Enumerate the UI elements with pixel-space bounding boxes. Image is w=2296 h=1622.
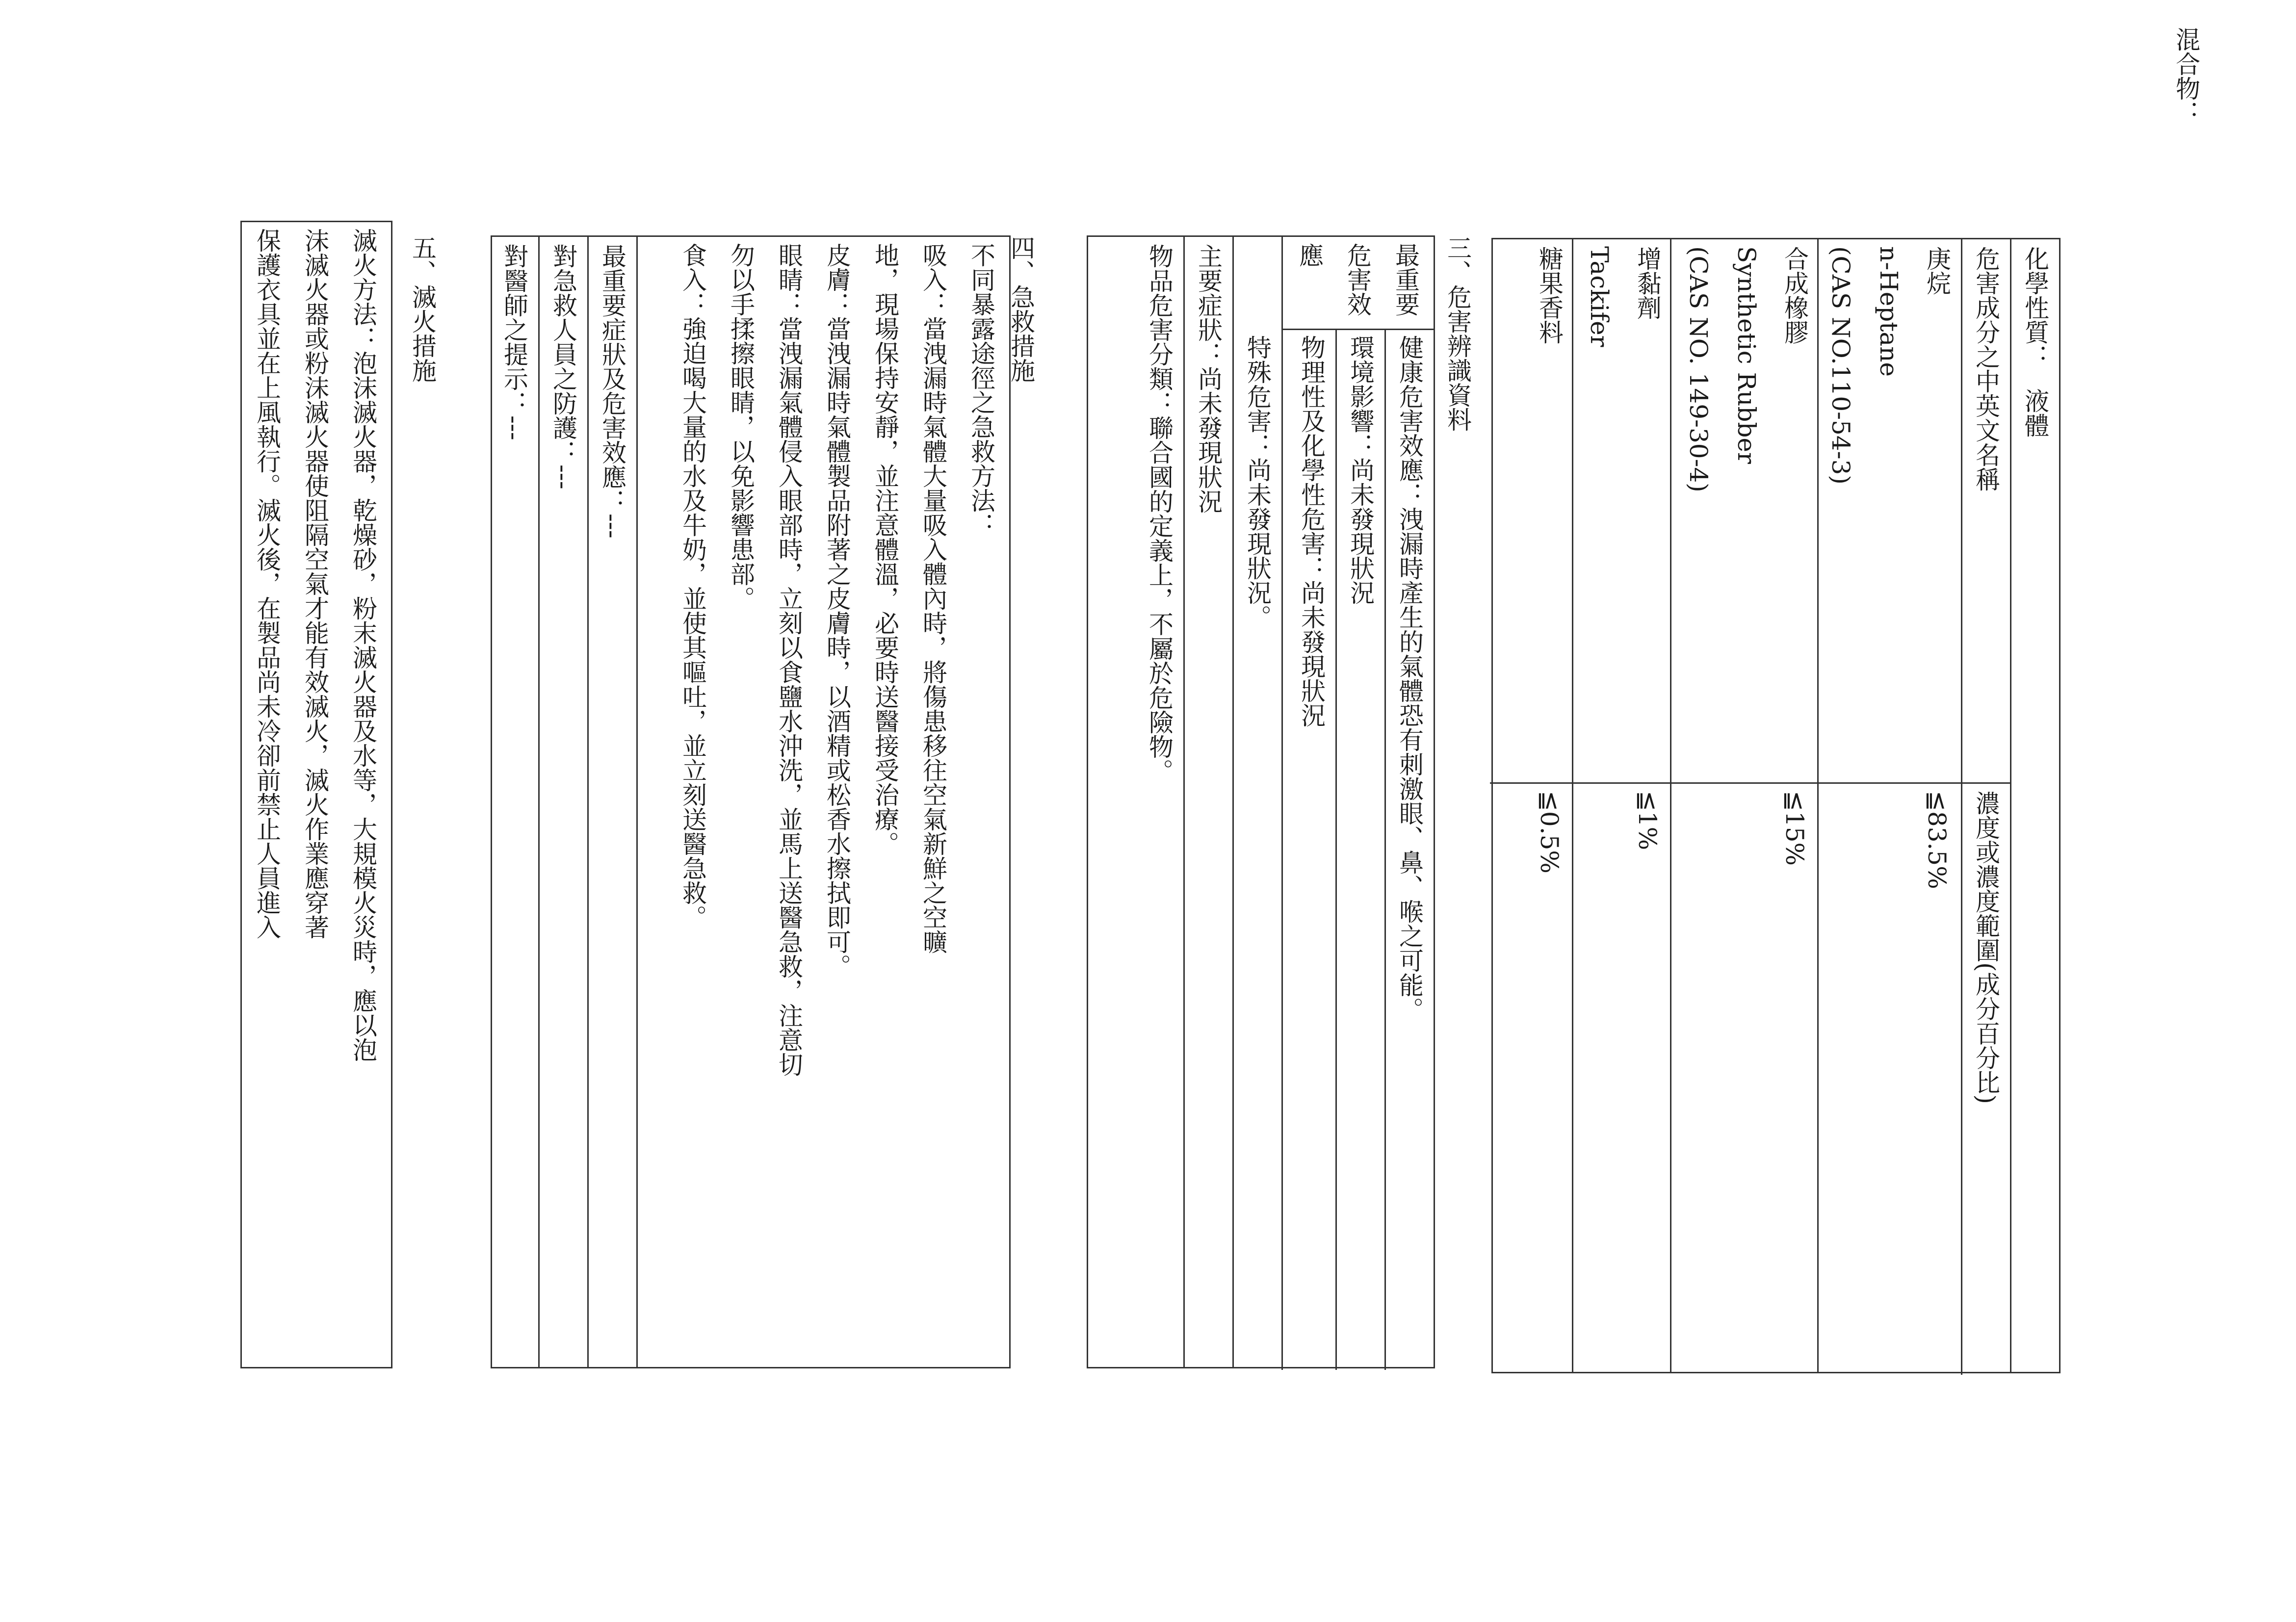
- hazard-box: [1087, 235, 1435, 1368]
- row-divider: [1572, 239, 1573, 1372]
- firefighting-line: 沫滅火器或粉沫滅火器使阻隔空氣才能有效滅火，滅火作業應穿著: [301, 228, 329, 939]
- conc-value: ≦83.5%: [1923, 791, 1951, 889]
- rows-container: [1490, 239, 1961, 1372]
- first-aid-line: 吸入：當洩漏時氣體大量吸入體內時，將傷患移往空氣新鮮之空曠: [919, 243, 947, 954]
- special-row: [1232, 237, 1281, 1367]
- section4-title: 四、急救措施: [1007, 235, 1035, 383]
- composition-table: [1491, 238, 2061, 1373]
- row-line: (CAS NO. 149-30-4): [1684, 246, 1713, 492]
- row-line: Synthetic Rubber: [1732, 246, 1761, 464]
- row-line: n-Heptane: [1875, 246, 1903, 377]
- first-aid-line: 地，現場保持安靜，並注意體溫，必要時送醫接受治療。: [871, 243, 899, 856]
- fa-protection-line: 對急救人員之防護：---: [549, 244, 577, 489]
- first-aid-methods: [636, 237, 1009, 1367]
- table-row: [1671, 239, 1819, 784]
- state-value: 液體: [2021, 388, 2049, 438]
- row-divider: [1670, 239, 1671, 1372]
- conc-cell: [1912, 784, 1961, 1375]
- classification-line: 物品危害分類：聯合國的定義上，不屬於危險物。: [1145, 244, 1174, 783]
- health-line: 健康危害效應：洩漏時產生的氣體恐有刺激眼、鼻、喉之可能。: [1395, 335, 1424, 1022]
- major-hazard-label: 最重要危害效應: [1295, 243, 1420, 316]
- row-line: 糖果香料: [1535, 246, 1564, 344]
- section5-title: 五、滅火措施: [408, 235, 437, 383]
- fa-doctor-line: 對醫師之提示：---: [500, 244, 528, 440]
- classification-row: [1085, 237, 1183, 1367]
- section3-title: 三、危害辨識資料: [1443, 235, 1472, 432]
- env-cell: [1335, 330, 1384, 1370]
- first-aid-line: 食入：強迫喝大量的水及牛奶，並使其嘔吐，並立刻送醫急救。: [678, 243, 707, 929]
- major-hazard-content: [1281, 330, 1434, 1370]
- phys-cell: [1281, 330, 1335, 1370]
- firefighting-line: 滅火方法：泡沫滅火器，乾燥砂，粉末滅火器及水等，大規模火災時，應以泡: [349, 228, 377, 1062]
- first-aid-box: [491, 235, 1011, 1368]
- table-row: [1490, 239, 1573, 784]
- header-conc-cell: [1961, 784, 2010, 1375]
- major-hazard-label-cell: [1281, 237, 1434, 330]
- row-line: 合成橡膠: [1780, 246, 1809, 344]
- firefighting-box: [240, 221, 392, 1368]
- fa-doctor-row: [489, 237, 538, 1367]
- fa-symptoms-line: 最重要症狀及危害效應：---: [598, 244, 626, 539]
- conc-cell: [1524, 784, 1573, 1375]
- fa-protection-row: [538, 237, 587, 1367]
- conc-cell: [1622, 784, 1671, 1375]
- symptoms-line: 主要症狀：尚未發現狀況: [1194, 244, 1223, 514]
- col-name-header: 危害成分之中英文名稱: [1972, 246, 2000, 491]
- firefighting-line: 保護衣具並在上風執行。滅火後，在製品尚未冷卻前禁止人員進入: [253, 228, 281, 939]
- first-aid-line: 勿以手揉擦眼睛，以免影響患部。: [727, 243, 755, 611]
- col-conc-header: 濃度或濃度範圍(成分百分比): [1972, 791, 2000, 1105]
- first-aid-line: 皮膚：當洩漏時氣體製品附著之皮膚時，以酒精或松香水擦拭即可。: [823, 243, 851, 978]
- table-row: [1819, 239, 1961, 784]
- symptoms-row: [1183, 237, 1232, 1367]
- table-row: [1573, 239, 1671, 784]
- row-divider: [1817, 239, 1819, 1372]
- first-aid-line: 不同暴露途徑之急救方法：: [967, 243, 995, 537]
- special-line: 特殊危害：尚未發現狀況。: [1243, 335, 1272, 629]
- state-label: 化學性質：: [2021, 246, 2049, 369]
- row-line: 增黏劑: [1633, 246, 1662, 320]
- health-cell: [1384, 330, 1434, 1370]
- conc-value: ≦15%: [1780, 791, 1809, 866]
- row-line: Tackifer: [1585, 246, 1614, 347]
- env-line: 環境影響：尚未發現狀況: [1346, 335, 1375, 605]
- conc-cell: [1770, 784, 1819, 1375]
- conc-value: ≦1%: [1633, 791, 1662, 850]
- phys-line: 物理性及化學性危害：尚未發現狀況: [1297, 335, 1326, 727]
- state-row: [2010, 239, 2059, 1372]
- fa-symptoms-row: [587, 237, 636, 1367]
- header-name-cell: [1961, 239, 2010, 784]
- row-line: 庚烷: [1923, 246, 1951, 295]
- row-line: (CAS NO.110-54-3): [1826, 246, 1855, 485]
- conc-value: ≦0.5%: [1535, 791, 1564, 874]
- first-aid-line: 眼睛：當洩漏氣體侵入眼部時，立刻以食鹽水沖洗，並馬上送醫急救，注意切: [775, 243, 803, 1077]
- mixture-label: 混合物：: [2172, 27, 2200, 125]
